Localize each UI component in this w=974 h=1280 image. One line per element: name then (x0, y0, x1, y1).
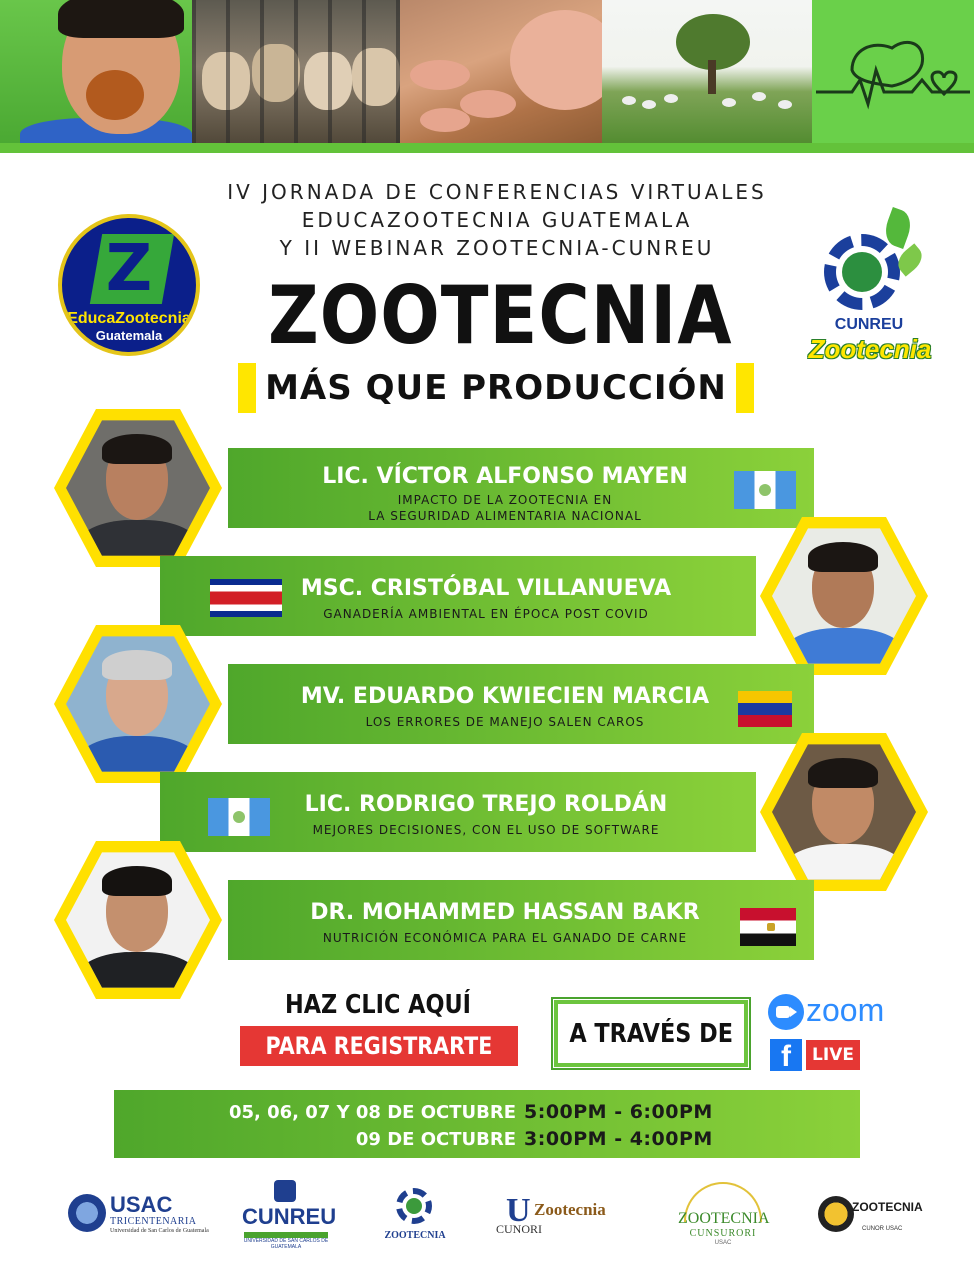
zootecnia-usac-text: ZOOTECNIA (384, 1230, 446, 1241)
zoom-icon[interactable] (768, 994, 804, 1030)
guatemala-flag-icon (208, 798, 270, 836)
speaker-photo-5 (54, 836, 222, 1004)
zootecnia-logo-text: Zootecnia (808, 334, 932, 364)
cunori-text: CUNORI (496, 1222, 543, 1236)
speaker-talk-line-1: MEJORES DECISIONES, CON EL USO DE SOFTWARE (312, 823, 660, 837)
header-line-2: EDUCAZOOTECNIA GUATEMALA (301, 208, 693, 232)
u-letter-icon: U (506, 1192, 531, 1229)
cunreu-footer-small: UNIVERSIDAD DE SAN CARLOS DE GUATEMALA (243, 1238, 329, 1250)
costa-rica-flag-icon (210, 579, 282, 617)
speaker-name: MSC. CRISTÓBAL VILLANUEVA (300, 576, 672, 601)
photo-sheep-field (602, 0, 812, 148)
speaker-name: MV. EDUARDO KWIECIEN MARCIA (300, 684, 710, 709)
via-box (551, 997, 751, 1070)
speaker-photo-1 (54, 404, 222, 572)
register-button[interactable] (240, 1026, 518, 1066)
photo-cows (192, 0, 400, 148)
schedule-dates-2: 09 DE OCTUBRE (355, 1129, 516, 1150)
educazootecnia-logo (58, 214, 200, 356)
top-photo-banner (0, 0, 974, 148)
facebook-live-badge[interactable]: LIVE (806, 1040, 860, 1070)
speaker-talk-line-1: LOS ERRORES DE MANEJO SALEN CAROS (365, 715, 645, 729)
cunreu-footer-text: CUNREU (242, 1204, 337, 1229)
z-letter-icon: Z (105, 232, 153, 306)
cunor-zootecnia-logo (818, 1180, 922, 1252)
cunsurori-text: CUNSURORI (689, 1228, 757, 1239)
schedule-banner (114, 1090, 860, 1158)
photo-boy-eating (0, 0, 192, 148)
cunreu-footer-logo (242, 1180, 337, 1252)
cunsurori-small: USAC (714, 1240, 732, 1246)
speaker-name: DR. MOHAMMED HASSAN BAKR (310, 900, 700, 925)
photo-animal-heartbeat (812, 0, 974, 148)
venezuela-flag-icon (738, 691, 792, 727)
via-label: A TRAVÉS DE (569, 1018, 733, 1049)
speaker-photo-3 (54, 620, 222, 788)
speaker-row-5 (228, 880, 814, 960)
zootecnia-usac-logo (384, 1180, 446, 1252)
schedule-dates-1: 05, 06, 07 Y 08 DE OCTUBRE (228, 1102, 516, 1123)
speaker-talk-line-1: IMPACTO DE LA ZOOTECNIA EN (397, 493, 613, 507)
register-button-label: PARA REGISTRARTE (265, 1032, 493, 1060)
cunori-zootecnia-text: Zootecnia (534, 1200, 606, 1219)
educazootecnia-logo-name: EducaZootecnia (67, 310, 191, 327)
heartbeat-animals-icon (812, 0, 974, 148)
speaker-row-4 (160, 772, 756, 852)
speaker-talk-line-2: LA SEGURIDAD ALIMENTARIA NACIONAL (368, 509, 642, 523)
speaker-row-1 (228, 448, 814, 528)
cunreu-logo-text: CUNREU (834, 316, 904, 333)
usac-logo-sub: TRICENTENARIA (110, 1216, 197, 1227)
register-prompt: HAZ CLIC AQUÍ (284, 990, 471, 1020)
cunor-small: CUNOR USAC (862, 1226, 903, 1232)
usac-seal-icon (68, 1194, 106, 1232)
usac-logo (64, 1180, 214, 1252)
schedule-time-2: 3:00PM - 4:00PM (524, 1128, 713, 1150)
cunsurori-zootecnia-logo (678, 1180, 768, 1252)
schedule-time-1: 5:00PM - 6:00PM (524, 1101, 713, 1123)
speaker-photo-2 (760, 512, 928, 680)
header-line-3: Y II WEBINAR ZOOTECNIA-CUNREU (279, 236, 715, 260)
cunor-zootecnia-text: ZOOTECNIA (852, 1200, 923, 1214)
zoom-text[interactable]: zoom (806, 992, 885, 1028)
speaker-talk-line-1: GANADERÍA AMBIENTAL EN ÉPOCA POST COVID (323, 607, 649, 621)
cunreu-badge-icon (274, 1180, 296, 1202)
animal-circle-icon (818, 1196, 854, 1232)
banner-green-strip (0, 143, 974, 153)
guatemala-flag-icon (734, 471, 796, 509)
educazootecnia-logo-sub: Guatemala (95, 328, 163, 343)
main-title: ZOOTECNIA (268, 268, 733, 363)
speaker-row-2 (160, 556, 756, 636)
header-line-1: IV JORNADA DE CONFERENCIAS VIRTUALES (227, 180, 767, 204)
speaker-name: LIC. RODRIGO TREJO ROLDÁN (304, 792, 668, 817)
speaker-photo-4 (760, 728, 928, 896)
subtitle-text: MÁS QUE PRODUCCIÓN (256, 363, 736, 413)
speaker-row-3 (228, 664, 814, 744)
facebook-icon[interactable]: f (770, 1039, 802, 1071)
usac-logo-text: USAC (110, 1192, 173, 1217)
subtitle-banner (238, 363, 754, 413)
cunreu-zootecnia-logo (790, 206, 960, 368)
speaker-name: LIC. VÍCTOR ALFONSO MAYEN (322, 464, 688, 489)
egypt-flag-icon (740, 908, 796, 946)
speaker-talk-line-1: NUTRICIÓN ECONÓMICA PARA EL GANADO DE CARNE (322, 931, 688, 945)
photo-pigs (400, 0, 602, 148)
cunori-zootecnia-logo (492, 1180, 640, 1252)
cunsurori-zootecnia-text: ZOOTECNIA (678, 1210, 770, 1227)
usac-logo-small: Universidad de San Carlos de Guatemala (110, 1228, 209, 1234)
